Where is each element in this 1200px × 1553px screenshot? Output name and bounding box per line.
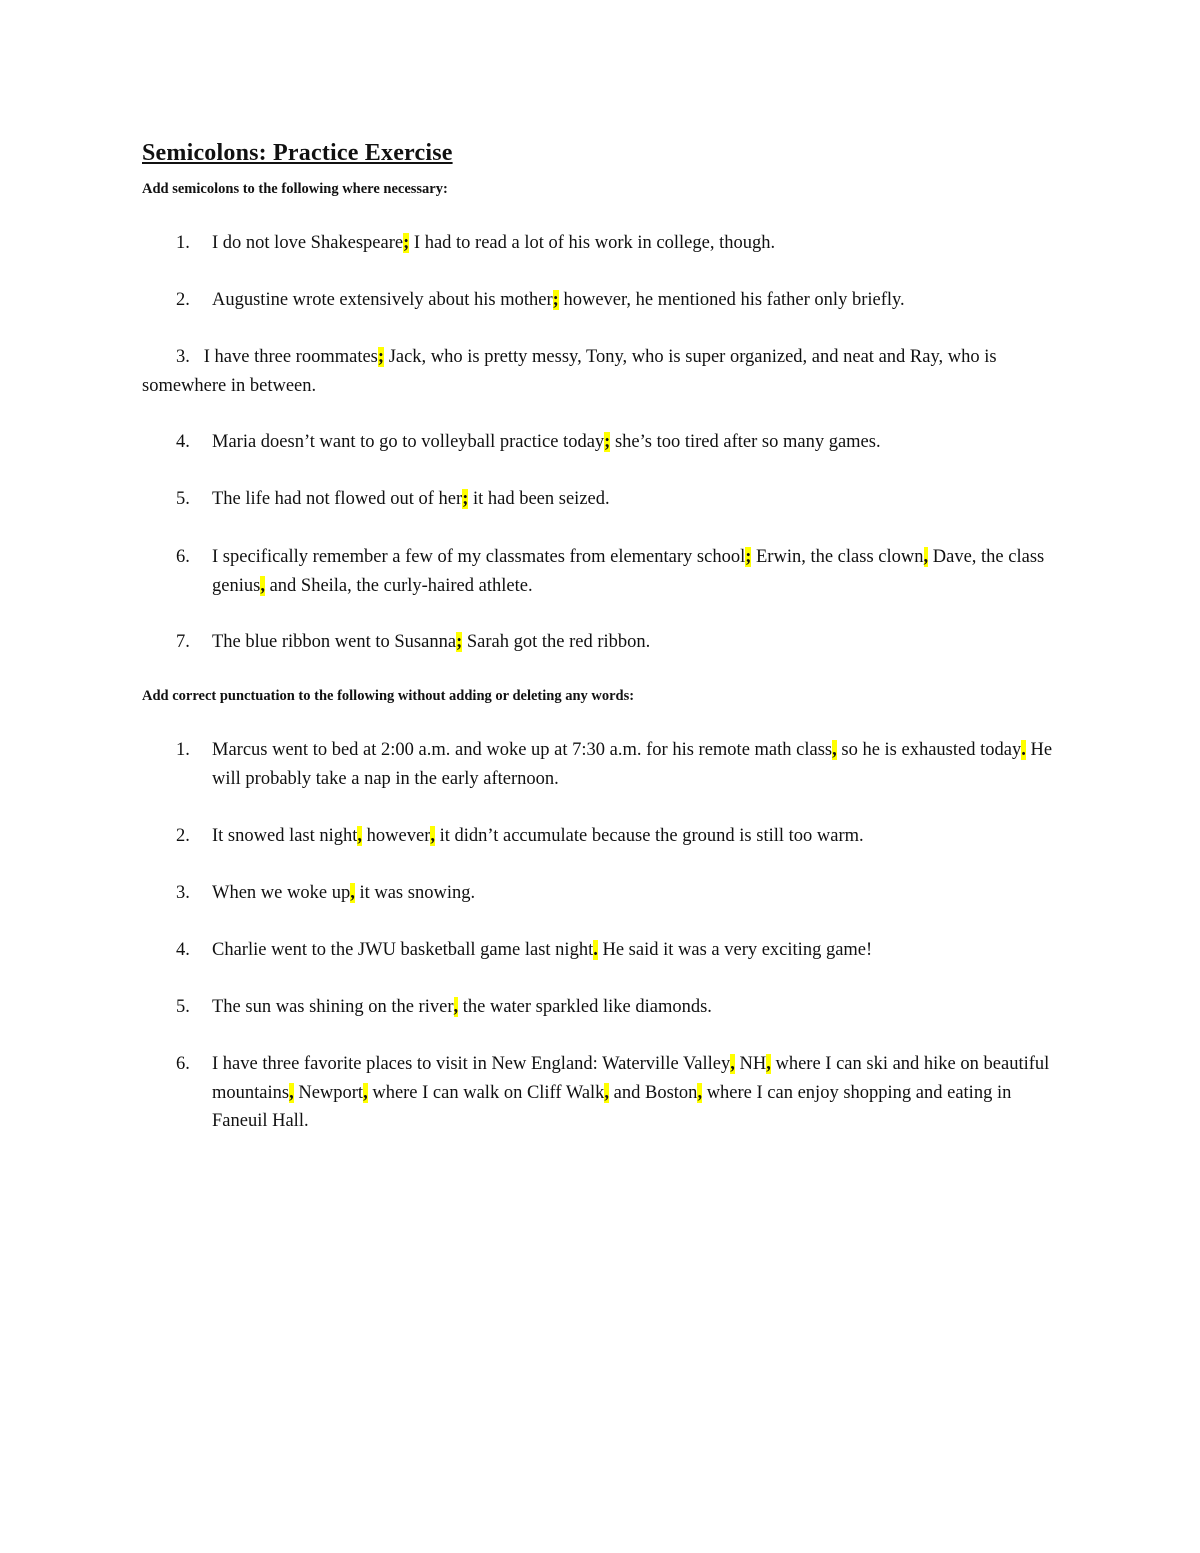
item-number: 6. (176, 547, 190, 567)
text-run: I have three favorite places to visit in New England: Waterville Valley (212, 1054, 731, 1074)
highlighted-punctuation: , (363, 1082, 368, 1103)
text-run: I specifically remember a few of my classmates from elementary school (212, 547, 746, 567)
text-run: It snowed last night (212, 826, 358, 846)
text-run: where I can ski and hike on beautiful mountains (212, 1054, 1050, 1103)
item-number: 3. (176, 347, 190, 367)
text-run: Newport (293, 1082, 364, 1103)
text-run: Maria doesn’t want to go to volleyball practice today (212, 432, 605, 452)
highlighted-punctuation: ; (456, 632, 463, 652)
highlighted-punctuation: ; (462, 489, 469, 509)
text-run: Marcus went to bed at 2:00 a.m. and woke up at 7:30 a.m. for his remote math class (212, 740, 833, 760)
item-text (212, 993, 1062, 1022)
text-run: it had been seized. (468, 489, 610, 509)
highlighted-punctuation: , (832, 740, 837, 760)
item-number: 3. (176, 883, 190, 903)
text-run: Sarah got the red ribbon. (462, 632, 651, 652)
item-number: 5. (176, 997, 190, 1017)
item-text (212, 936, 1062, 965)
highlighted-punctuation: ; (403, 233, 410, 253)
text-run: and Boston (609, 1082, 698, 1103)
highlighted-punctuation: , (357, 826, 363, 846)
highlighted-punctuation: , (923, 547, 929, 567)
item-text (212, 428, 1062, 457)
text-run: He will probably take a nap in the early afternoon. (212, 740, 1053, 789)
text-run: I had to read a lot of his work in college, though. (409, 233, 776, 253)
text-run: The blue ribbon went to Susanna (212, 632, 457, 652)
text-run: where I can enjoy shopping and eating in Faneuil Hall. (212, 1082, 1012, 1131)
page-title: Semicolons: Practice Exercise (142, 140, 453, 166)
text-run: NH (734, 1054, 767, 1074)
item-text (212, 286, 1062, 315)
text-run: however, he mentioned his father only briefly. (558, 290, 905, 310)
item-number: 5. (176, 489, 190, 509)
list-item (142, 343, 1062, 400)
item-number: 1. (176, 740, 190, 760)
text-run: Dave, the class genius (212, 547, 1045, 596)
text-run: Erwin, the class clown (751, 547, 924, 567)
section2-instruction: Add correct punctuation to the following without adding or deleting any words: (142, 688, 635, 704)
item-number: 4. (176, 940, 190, 960)
item-text (212, 822, 1062, 851)
highlighted-punctuation: , (289, 1082, 294, 1103)
section1-instruction: Add semicolons to the following where necessary: (142, 181, 448, 197)
text-run: where I can walk on Cliff Walk (367, 1082, 605, 1103)
highlighted-punctuation: . (593, 940, 598, 960)
item-number: 4. (176, 432, 190, 452)
item-number: 2. (176, 826, 190, 846)
highlighted-punctuation: , (260, 575, 265, 596)
highlighted-punctuation: ; (604, 432, 611, 452)
highlighted-punctuation: , (350, 883, 355, 903)
highlighted-punctuation: , (604, 1082, 610, 1103)
text-run: The life had not flowed out of her (212, 489, 463, 509)
text-run: The sun was shining on the river (212, 997, 454, 1017)
highlighted-punctuation: , (453, 997, 459, 1017)
highlighted-punctuation: ; (377, 347, 385, 367)
item-number: 2. (176, 290, 190, 310)
text-run: so he is exhausted today (836, 740, 1022, 760)
item-number: 6. (176, 1054, 190, 1074)
text-run: she’s too tired after so many games. (610, 432, 881, 452)
text-run: When we woke up (212, 883, 351, 903)
highlighted-punctuation: . (1021, 740, 1026, 760)
item-text (212, 229, 1062, 258)
text-run: He said it was a very exciting game! (597, 940, 873, 960)
item-text (212, 736, 1062, 793)
item-text (212, 485, 1062, 514)
item-text (212, 543, 1062, 600)
item-text (212, 628, 1062, 657)
item-number: 1. (176, 233, 190, 253)
text-run: Augustine wrote extensively about his mother (212, 290, 553, 310)
highlighted-punctuation: , (697, 1082, 703, 1103)
text-run: I have three roommates (203, 347, 378, 367)
text-run: I do not love Shakespeare (212, 233, 404, 253)
highlighted-punctuation: , (430, 826, 435, 846)
text-run: Jack, who is pretty messy, Tony, who is super organized, and neat and Ray, who is somewhere in between. (142, 347, 997, 396)
item-number: 7. (176, 632, 190, 652)
highlighted-punctuation: , (766, 1054, 771, 1074)
item-text (142, 347, 997, 396)
item-text (212, 879, 1062, 908)
highlighted-punctuation: , (730, 1054, 735, 1074)
text-run: it was snowing. (354, 883, 476, 903)
text-run: the water sparkled like diamonds. (458, 997, 712, 1017)
text-run: it didn’t accumulate because the ground is still too warm. (435, 826, 864, 846)
text-run: Charlie went to the JWU basketball game last night (212, 940, 594, 960)
highlighted-punctuation: ; (552, 290, 559, 310)
highlighted-punctuation: ; (745, 547, 752, 567)
item-text (212, 1050, 1062, 1136)
text-run: however (362, 826, 431, 846)
text-run: and Sheila, the curly-haired athlete. (264, 575, 533, 596)
